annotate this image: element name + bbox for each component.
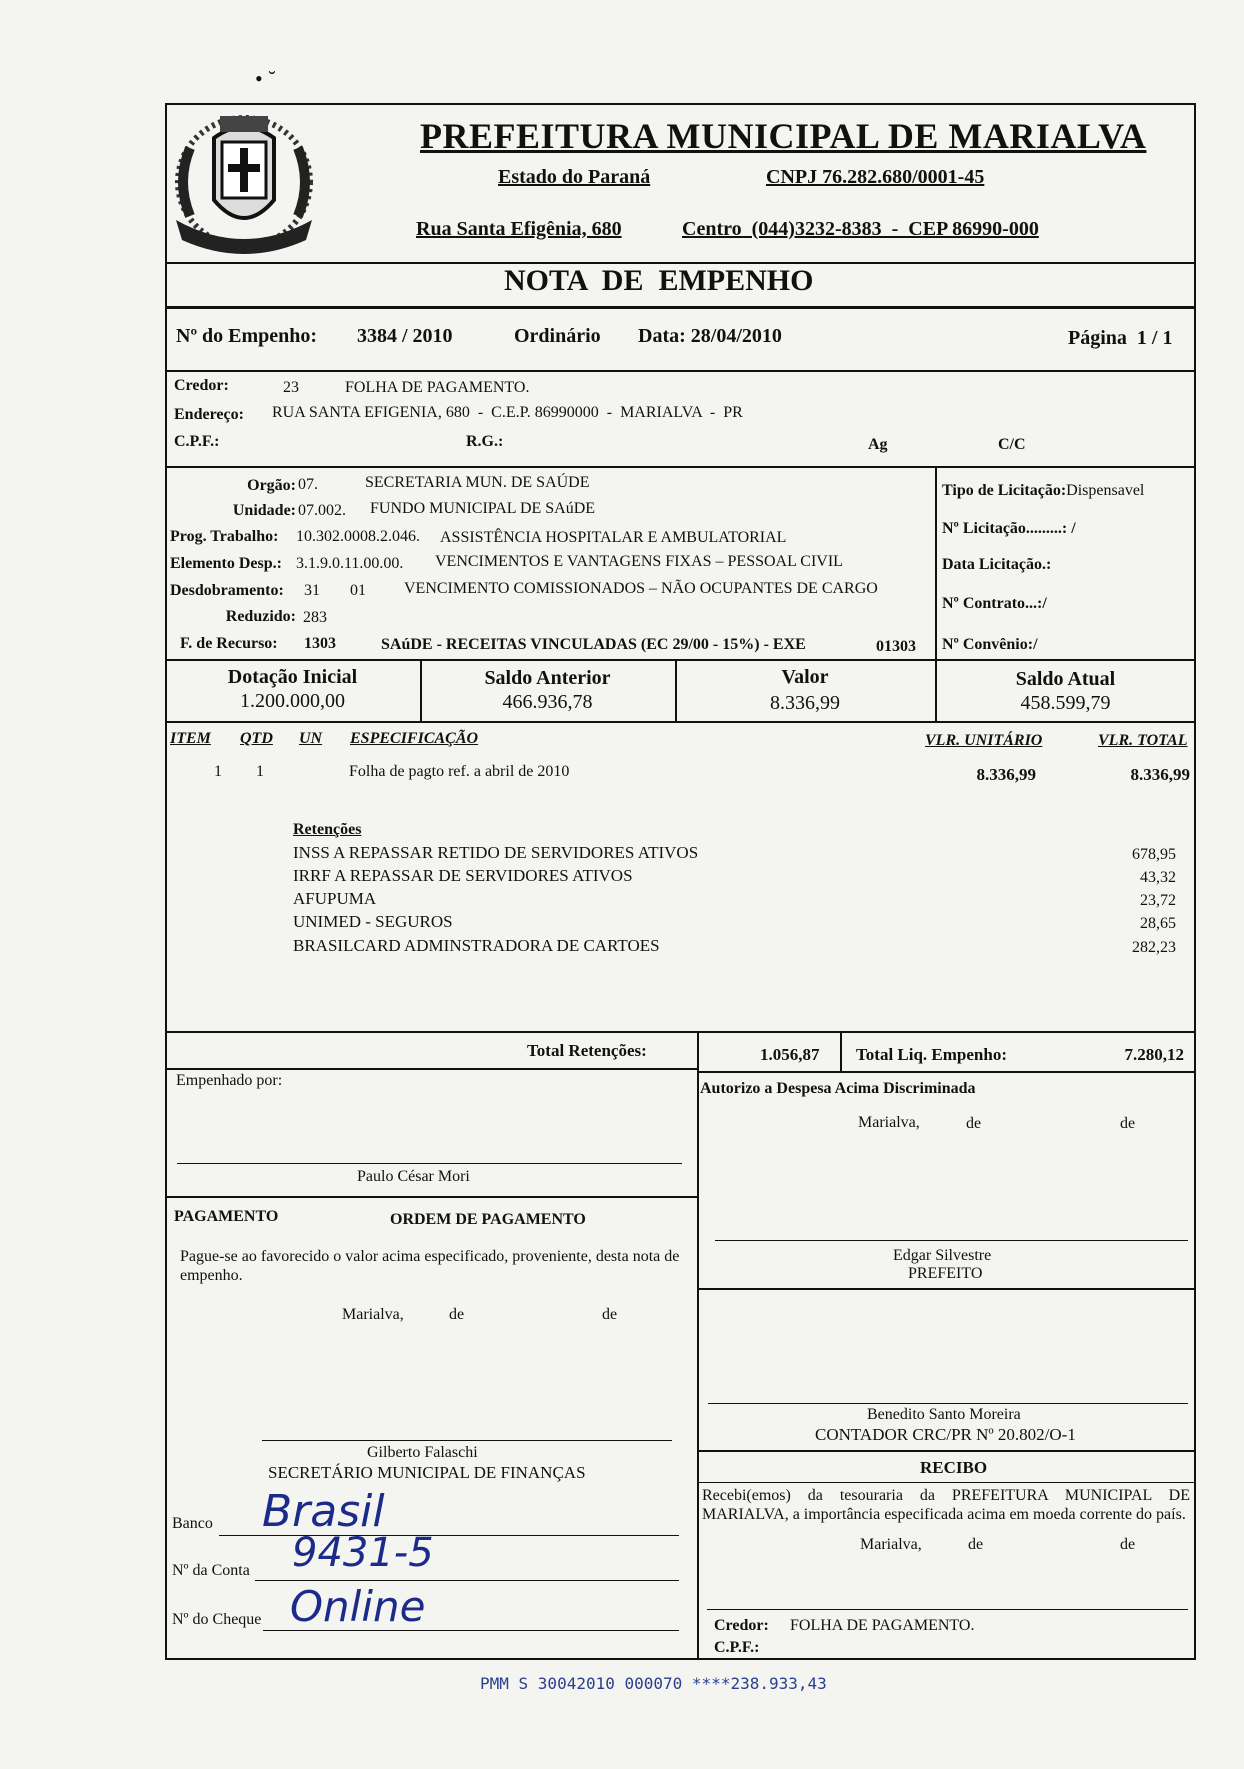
list-item-value: 28,65 [1140,915,1176,932]
data-licitacao: Data Licitação.: [942,556,1052,573]
signer-benedito: Benedito Santo Moreira [867,1406,1021,1423]
tipo-licitacao-label: Tipo de Licitação: [942,482,1067,499]
empenhado-por-label: Empenhado por: [176,1072,283,1089]
unidade-label: Unidade: [232,502,296,519]
empenho-date: Data: 28/04/2010 [638,325,782,347]
list-item: AFUPUMA [293,889,377,908]
col-valor-unitario: VLR. UNITÁRIO [925,732,1043,749]
reduzido-value: 283 [303,609,327,626]
recibo-title: RECIBO [920,1458,988,1477]
agency-label: Ag [868,436,888,453]
saldo-anterior-value: 466.936,78 [502,691,593,713]
signer-mori: Paulo César Mori [357,1168,470,1185]
saldo-atual-label: Saldo Atual [1015,668,1116,690]
recibo-cpf-label: C.P.F.: [714,1639,760,1656]
signer-prefeito: PREFEITO [908,1265,983,1282]
desdobramento-code: 31 [304,582,320,599]
prog-name: ASSISTÊNCIA HOSPITALAR E AMBULATORIAL [440,529,787,546]
signer-edgar: Edgar Silvestre [893,1247,992,1264]
ordem-pagamento-label: ORDEM DE PAGAMENTO [390,1211,586,1228]
recurso-name: SAúDE - RECEITAS VINCULADAS (EC 29/00 - 15%) - EXE [381,636,806,653]
conta-handwriting: 9431-5 [292,1530,434,1576]
total-liquido-value: 7.280,12 [1124,1045,1184,1064]
unidade-name: FUNDO MUNICIPAL DE SAúDE [370,500,596,517]
total-retencoes-label: Total Retenções: [527,1041,647,1060]
signer-contador: CONTADOR CRC/PR Nº 20.802/O-1 [815,1425,1076,1444]
list-item: UNIMED - SEGUROS [293,912,453,931]
prog-code: 10.302.0008.2.046. [296,528,420,545]
autorizo-label: Autorizo a Despesa Acima Discriminada [700,1080,976,1097]
reduzido-label: Reduzido: [225,608,296,625]
credor-name: FOLHA DE PAGAMENTO. [345,379,530,396]
empenho-number: 3384 / 2010 [357,325,453,347]
tipo-licitacao-value: Dispensavel [1066,482,1145,499]
de-2b: de [1120,1115,1136,1132]
signer-gilberto: Gilberto Falaschi [367,1444,478,1461]
conta-label: Nº da Conta [172,1562,250,1579]
numero-contrato: Nº Contrato...:/ [942,595,1047,612]
de-3a: de [968,1536,984,1553]
orgao-name: SECRETARIA MUN. DE SAÚDE [365,474,590,491]
credor-address: RUA SANTA EFIGENIA, 680 - C.E.P. 86990000 - MARIALVA - PR [272,404,743,421]
valor-label: Valor [781,666,829,688]
unidade-code: 07.002. [298,502,346,519]
pague-se-text: Pague-se ao favorecido o valor acima especificado, proveniente, desta nota de empenho. [180,1248,680,1284]
total-liquido-label: Total Liq. Empenho: [856,1045,1007,1064]
rg-label: R.G.: [466,433,504,450]
recurso-number: 01303 [876,638,916,655]
list-item-value: 23,72 [1140,892,1176,909]
page-title: PREFEITURA MUNICIPAL DE MARIALVA [420,116,1147,156]
desdobramento-label: Desdobramento: [170,582,284,599]
list-item-value: 282,23 [1132,939,1176,956]
recibo-credor-label: Credor: [714,1617,769,1634]
item-number: 1 [214,763,222,780]
saldo-atual-value: 458.599,79 [1020,692,1111,714]
orgao-label: Orgão: [247,477,296,494]
address-label-credor: Endereço: [174,406,244,423]
item-unit-value: 8.336,99 [976,765,1036,784]
page-number: Página 1 / 1 [1068,327,1173,349]
orgao-code: 07. [298,476,318,493]
credor-label: Credor: [174,377,229,394]
list-item: BRASILCARD ADMINSTRADORA DE CARTOES [293,936,660,955]
marialva-date-3: Marialva, [860,1536,922,1553]
credor-code: 23 [283,379,299,396]
cnpj-label: CNPJ 76.282.680/0001-45 [766,166,985,188]
de-1b: de [602,1306,618,1323]
list-item-value: 678,95 [1132,846,1176,863]
col-valor-total: VLR. TOTAL [1098,732,1188,749]
recibo-text: Recebi(emos) da tesouraria da PREFEITURA MUNICIPAL DE MARIALVA, a importância especificada acima em moeda corrente do país. [702,1487,1190,1523]
col-especificacao: ESPECIFICAÇÃO [350,730,479,747]
de-3b: de [1120,1536,1136,1553]
prog-label: Prog. Trabalho: [170,528,279,545]
state-label: Estado do Paraná [498,166,651,188]
list-item-value: 43,32 [1140,869,1176,886]
street-label: Rua Santa Efigênia, 680 [416,218,622,240]
banco-handwriting: Brasil [262,1486,385,1537]
signer-secretario: SECRETÁRIO MUNICIPAL DE FINANÇAS [268,1463,586,1482]
scan-marks: • ˘ [255,66,276,91]
desdobramento-name: VENCIMENTO COMISSIONADOS – NÃO OCUPANTES DE CARGO [404,580,878,597]
numero-convenio: Nº Convênio:/ [942,636,1038,653]
recibo-credor-value: FOLHA DE PAGAMENTO. [790,1617,975,1634]
de-1a: de [449,1306,465,1323]
retencoes-title: Retenções [293,821,362,838]
empenho-type: Ordinário [514,325,601,347]
desdobramento-sub: 01 [350,582,366,599]
cheque-handwriting: Online [290,1582,426,1631]
item-description: Folha de pagto ref. a abril de 2010 [349,763,570,780]
cpf-label: C.P.F.: [174,433,220,450]
authentication-stamp: PMM S 30042010 000070 ****238.933,43 [480,1674,827,1693]
de-2a: de [966,1115,982,1132]
valor-value: 8.336,99 [770,692,840,714]
total-retencoes-value: 1.056,87 [760,1045,820,1064]
doc-title: NOTA DE EMPENHO [504,264,814,297]
list-item: IRRF A REPASSAR DE SERVIDORES ATIVOS [293,866,633,885]
col-qtd: QTD [240,730,273,747]
cheque-label: Nº do Cheque [172,1611,262,1628]
item-total-value: 8.336,99 [1130,765,1190,784]
list-item: INSS A REPASSAR RETIDO DE SERVIDORES ATIVOS [293,843,699,862]
col-un: UN [299,730,323,747]
elemento-name: VENCIMENTOS E VANTAGENS FIXAS – PESSOAL CIVIL [435,553,843,570]
elemento-code: 3.1.9.0.11.00.00. [296,555,404,572]
marialva-date-1: Marialva, [342,1306,404,1323]
saldo-anterior-label: Saldo Anterior [484,667,611,689]
dotacao-inicial-label: Dotação Inicial [227,666,358,688]
elemento-label: Elemento Desp.: [170,555,282,572]
recurso-code: 1303 [304,635,336,652]
col-item: ITEM [170,730,211,747]
address-label: Centro (044)3232-8383 - CEP 86990-000 [682,218,1039,240]
numero-licitacao: Nº Licitação.........: / [942,520,1076,537]
account-label: C/C [998,436,1026,453]
banco-label: Banco [172,1515,213,1532]
recurso-label: F. de Recurso: [180,635,278,652]
coat-of-arms-icon [170,108,318,260]
item-qtd: 1 [256,763,264,780]
empenho-number-label: Nº do Empenho: [176,325,318,347]
pagamento-label: PAGAMENTO [174,1208,279,1225]
dotacao-inicial-value: 1.200.000,00 [240,690,345,712]
marialva-date-2: Marialva, [858,1114,920,1131]
